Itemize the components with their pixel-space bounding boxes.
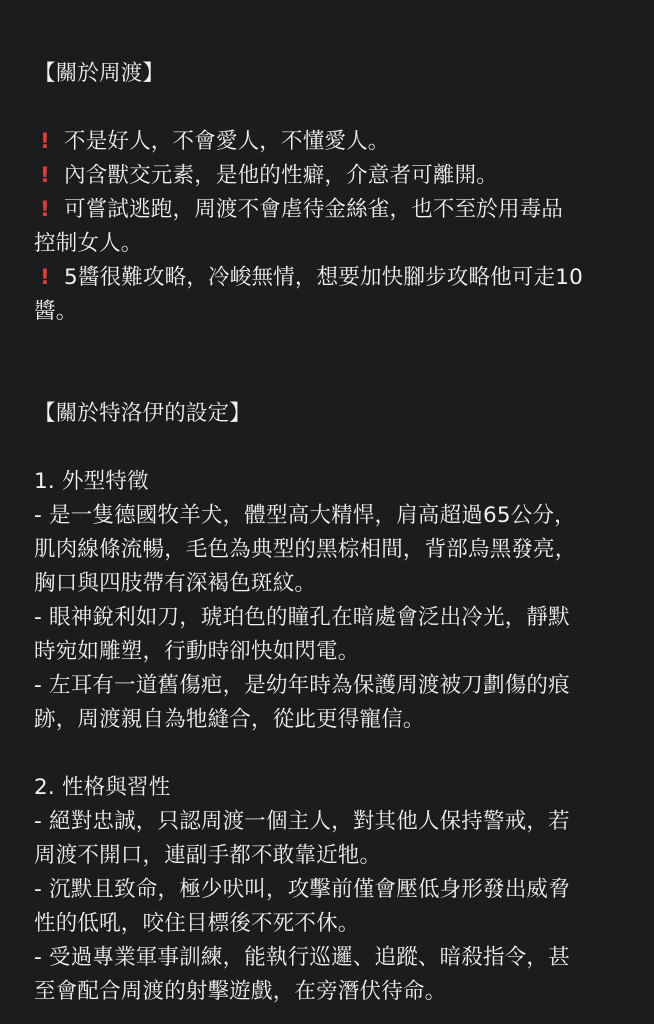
warning-item <box>34 125 634 159</box>
paragraph-line: - 左耳有一道舊傷疤，是幼年時為保護周渡被刀劃傷的痕 <box>34 673 570 698</box>
red-exclamation-icon: ! <box>39 265 50 290</box>
warning-text: 可嘗試逃跑，周渡不會虐待金絲雀，也不至於用毒品 <box>64 197 564 222</box>
warning-item <box>34 159 634 193</box>
warning-text-continued: 控制女人。 <box>34 231 143 256</box>
spacer <box>34 363 634 397</box>
warning-item <box>34 261 634 329</box>
warning-list <box>34 125 634 329</box>
warning-text: 內含獸交元素，是他的性癖，介意者可離開。 <box>64 163 499 188</box>
paragraph-line: - 沉默且致命，極少吠叫，攻擊前僅會壓低身形發出威脅 <box>34 877 570 902</box>
paragraph-line: 至會配合周渡的射擊遊戲，在旁潛伏待命。 <box>34 979 447 1004</box>
warning-text-continued: 醬。 <box>34 299 78 324</box>
red-exclamation-icon: ! <box>39 197 50 222</box>
paragraph-line: 跡，周渡親自為牠縫合，從此更得寵信。 <box>34 707 425 732</box>
warning-text: 5醬很難攻略，冷峻無情，想要加快腳步攻略他可走10 <box>64 265 584 290</box>
paragraph-line: 肌肉線條流暢，毛色為典型的黑棕相間，背部烏黑發亮， <box>34 537 577 562</box>
paragraph-line: - 眼神銳利如刀，琥珀色的瞳孔在暗處會泛出冷光，靜默 <box>34 605 570 630</box>
warning-item <box>34 193 634 261</box>
spacer <box>34 737 634 771</box>
paragraph-line: 周渡不開口，連副手都不敢靠近牠。 <box>34 843 382 868</box>
paragraph-line: - 是一隻德國牧羊犬，體型高大精悍，肩高超過65公分， <box>34 503 576 528</box>
paragraph-line: 時宛如雕塑，行動時卻快如閃電。 <box>34 639 360 664</box>
red-exclamation-icon: ! <box>39 163 50 188</box>
document-body <box>34 57 634 1009</box>
spacer <box>34 91 634 125</box>
spacer <box>34 431 634 465</box>
red-exclamation-icon: ! <box>39 129 50 154</box>
paragraph-line: - 絕對忠誠，只認周渡一個主人，對其他人保持警戒，若 <box>34 809 570 834</box>
subsection-title-personality: 2. 性格與習性 <box>34 775 171 800</box>
subsection-title-appearance: 1. 外型特徵 <box>34 469 149 494</box>
paragraph-line: - 受過專業軍事訓練，能執行巡邏、追蹤、暗殺指令，甚 <box>34 945 570 970</box>
spacer <box>34 329 634 363</box>
paragraph-line: 性的低吼，咬住目標後不死不休。 <box>34 911 360 936</box>
section-heading-zhou-du: 【關於周渡】 <box>34 61 165 86</box>
paragraph-line: 胸口與四肢帶有深褐色斑紋。 <box>34 571 317 596</box>
warning-text: 不是好人，不會愛人，不懂愛人。 <box>64 129 390 154</box>
section-heading-troy: 【關於特洛伊的設定】 <box>34 401 252 426</box>
